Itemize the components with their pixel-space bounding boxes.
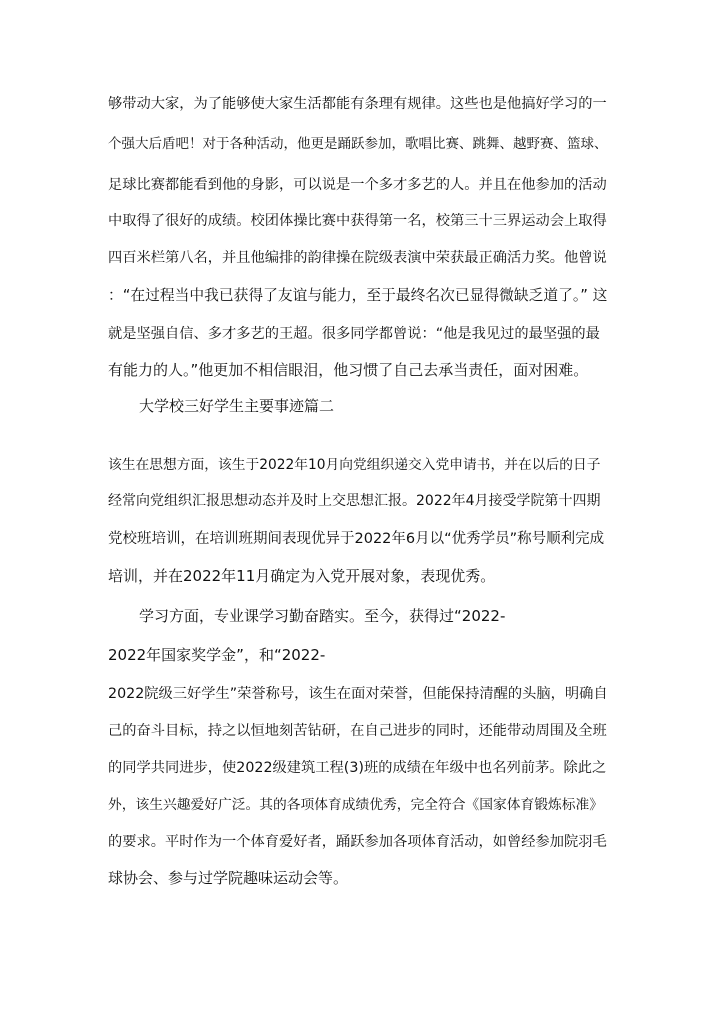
text-line: 党校班培训，在培训班期间表现优异于2022年6月以“优秀学员”称号顺利完成 <box>108 531 605 547</box>
text-line: 外，该生兴趣爱好广泛。其的各项体育成绩优秀，完全符合《国家体育锻炼标准》 <box>108 797 604 813</box>
text-line: 培训，并在2022年11月确定为入党开展对象，表现优秀。 <box>108 567 496 585</box>
text-line: 个强大后盾吧！对于各种活动，他更是踊跃参加，歌唱比赛、跳舞、越野赛、篮球、 <box>108 136 608 152</box>
text-line: 中取得了很好的成绩。校团体操比赛中获得第一名，校第三十三界运动会上取得 <box>108 213 607 229</box>
text-line: 2022年国家奖学金”，和“2022- <box>108 646 326 664</box>
text-line: 够带动大家，为了能够使大家生活都能有条理有规律。这些也是他搞好学习的一 <box>108 96 607 112</box>
text-line: 经常向党组织汇报思想动态并及时上交思想汇报。2022年4月接受学院第十四期 <box>108 493 601 509</box>
text-line: ：“在过程当中我已获得了友谊与能力，至于最终名次已显得微缺乏道了。” 这 <box>108 287 608 304</box>
section-heading: 大学校三好学生主要事迹篇二 <box>139 397 335 415</box>
text-line: 的同学共同进步，使2022级建筑工程(3)班的成绩在年级中也名列前茅。除此之 <box>108 760 607 776</box>
text-line: 己的奋斗目标，持之以恒地刻苦钻研，在自己进步的同时，还能带动周围及全班 <box>108 723 607 739</box>
text-line: 四百米栏第八名，并且他编排的韵律操在院级表演中荣获最正确活力奖。他曾说 <box>108 250 607 266</box>
text-line: 球协会、参与过学院趣味运动会等。 <box>108 869 349 887</box>
text-line: 就是坚强自信、多才多艺的王超。很多同学都曾说：“他是我见过的最坚强的最 <box>108 326 600 342</box>
text-line: 学习方面，专业课学习勤奋踏实。至今，获得过“2022- <box>139 607 506 625</box>
text-line: 的要求。平时作为一个体育爱好者，踊跃参加各项体育活动，如曾经参加院羽毛 <box>108 834 607 850</box>
text-line: 足球比赛都能看到他的身影，可以说是一个多才多艺的人。并且在他参加的活动 <box>108 177 607 193</box>
text-line: 有能力的人。”他更加不相信眼泪，他习惯了自己去承当责任，面对困难。 <box>108 361 589 379</box>
text-line: 该生在思想方面，该生于2022年10月向党组织递交入党申请书，并在以后的日子 <box>108 457 601 473</box>
text-line: 2022院级三好学生”荣誉称号，该生在面对荣誉，但能保持清醒的头脑，明确自 <box>108 686 608 702</box>
